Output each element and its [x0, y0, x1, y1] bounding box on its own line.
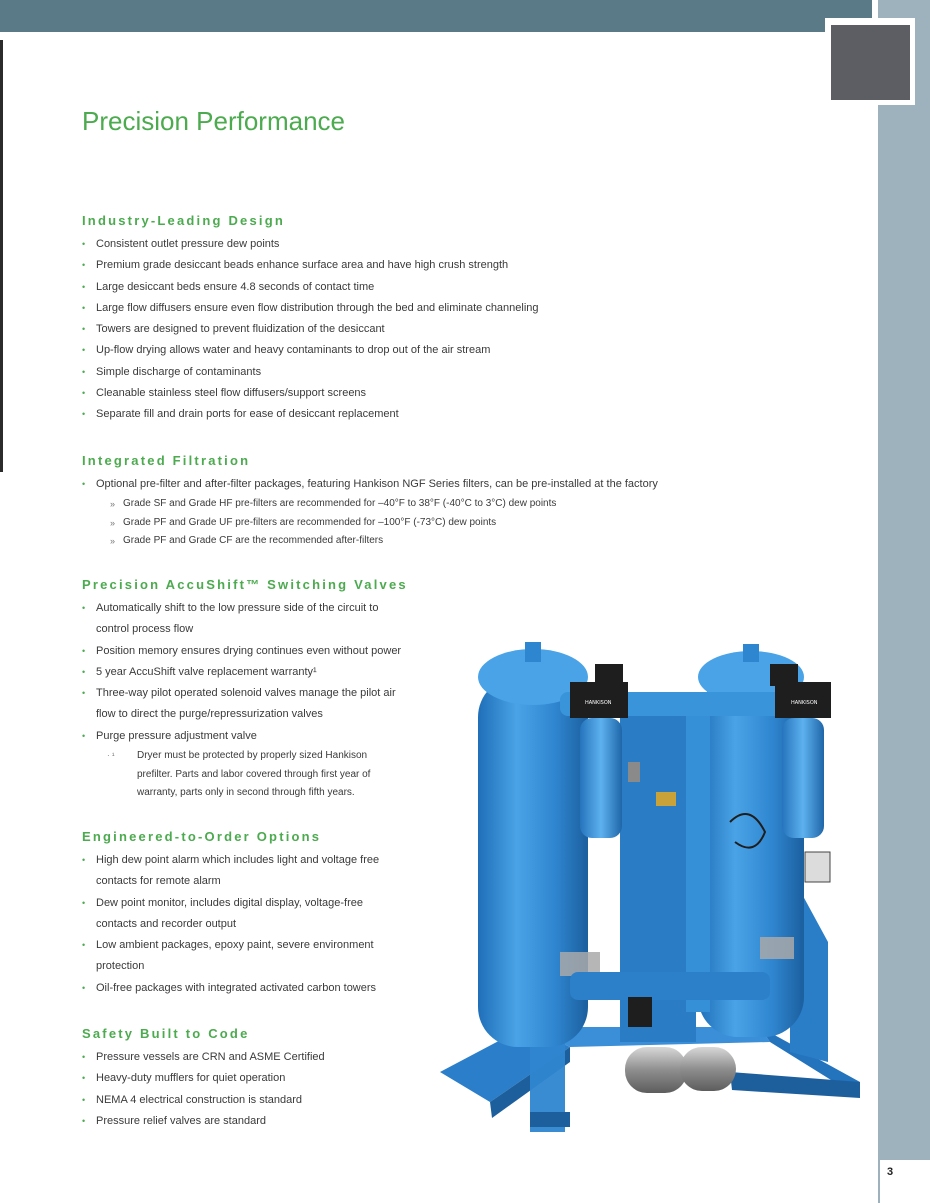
warranty-footnote: [82, 747, 408, 803]
list-item: • Separate fill and drain ports for ease of desiccant replacement: [82, 404, 539, 425]
list-item-continuation: contacts and recorder output: [96, 917, 237, 930]
list-item: • High dew point alarm which includes light and voltage free: [82, 850, 379, 871]
bullet-icon: •: [82, 366, 86, 377]
list-item: • Optional pre-filter and after-filter packages, featuring Hankison NGF Series filters, can be pre-installed at the factory: [82, 474, 658, 495]
top-color-band: [0, 0, 872, 32]
sub-bullet-list: [82, 495, 658, 551]
bullet-list: [82, 234, 539, 426]
list-item: • Pressure vessels are CRN and ASME Certified: [82, 1047, 325, 1068]
list-item: • Purge pressure adjustment valve: [82, 726, 408, 747]
filter-brand-label: HANKISON: [585, 700, 612, 706]
exhaust-mufflers: [625, 1047, 736, 1093]
list-item: • Automatically shift to the low pressure side of the circuit to: [82, 598, 408, 619]
bullet-icon: •: [82, 239, 86, 249]
bullet-icon: •: [82, 302, 86, 313]
list-item: • Three-way pilot operated solenoid valves manage the pilot air: [82, 683, 408, 704]
left-edge-rule: [0, 40, 3, 472]
list-item: • Dew point monitor, includes digital display, voltage-free: [82, 893, 379, 914]
list-item-continuation: protection: [96, 960, 145, 973]
list-item: • Pressure relief valves are standard: [82, 1111, 325, 1132]
corner-gray-block: [831, 25, 910, 100]
list-item: • Low ambient packages, epoxy paint, severe environment: [82, 935, 379, 956]
bullet-icon: •: [82, 281, 86, 292]
bullet-icon: •: [82, 855, 86, 865]
sub-bullet-icon: »: [110, 499, 116, 510]
bullet-list: [82, 598, 408, 747]
list-item: • Heavy-duty mufflers for quiet operation: [82, 1068, 325, 1089]
list-item: • Large desiccant beds ensure 4.8 seconds of contact time: [82, 277, 539, 298]
list-item-continuation: flow to direct the purge/repressurization valves: [96, 708, 323, 721]
list-item: • Oil-free packages with integrated activated carbon towers: [82, 978, 379, 999]
bullet-icon: •: [82, 982, 86, 993]
bullet-icon: •: [82, 388, 86, 399]
bullet-icon: •: [82, 940, 86, 951]
bullet-list: [82, 1047, 325, 1132]
list-item: • Up-flow drying allows water and heavy contaminants to drop out of the air stream: [82, 340, 539, 361]
sub-list-item: » Grade PF and Grade UF pre-filters are recommended for –100°F (-73°C) dew points: [82, 514, 658, 533]
section-heading: Engineered-to-Order Options: [82, 829, 322, 844]
footnote-line: Dryer must be protected by properly sized Hankison: [137, 750, 368, 762]
section-safety-built-to-code: [82, 1026, 325, 1132]
right-color-band: [878, 0, 930, 1203]
page-title: Precision Performance: [82, 106, 345, 136]
footnote-line: prefilter. Parts and labor covered through first year of: [137, 768, 371, 780]
bullet-list: [82, 474, 658, 495]
bullet-icon: •: [82, 1073, 86, 1084]
bullet-list: [82, 850, 379, 999]
list-item: • Position memory ensures drying continues even without power: [82, 641, 408, 662]
list-item: • Cleanable stainless steel flow diffusers/support screens: [82, 383, 539, 404]
bullet-icon: •: [82, 1115, 86, 1126]
list-item: • 5 year AccuShift valve replacement warranty¹: [82, 662, 408, 683]
desiccant-dryer-image: [430, 632, 870, 1142]
list-item: • Consistent outlet pressure dew points: [82, 234, 539, 255]
sub-bullet-icon: »: [110, 536, 116, 547]
section-industry-leading-design: [82, 213, 539, 426]
footnote-line: warranty, parts only in second through fifth years.: [137, 787, 355, 799]
list-item: • Premium grade desiccant beads enhance surface area and have high crush strength: [82, 255, 539, 276]
bullet-icon: •: [82, 603, 86, 613]
sub-bullet-icon: »: [110, 517, 116, 528]
filter-brand-label: HANKISON: [791, 700, 818, 706]
list-item-continuation: control process flow: [96, 623, 194, 636]
bullet-icon: •: [82, 688, 86, 699]
list-item: • Large flow diffusers ensure even flow distribution through the bed and eliminate channeling: [82, 298, 539, 319]
list-item: • Towers are designed to prevent fluidization of the desiccant: [82, 319, 539, 340]
bullet-icon: •: [82, 479, 86, 489]
bullet-icon: •: [82, 730, 86, 741]
sub-list-item: » Grade PF and Grade CF are the recommended after-filters: [82, 532, 658, 551]
page-number: 3: [887, 1166, 894, 1178]
list-item: • Simple discharge of contaminants: [82, 362, 539, 383]
bullet-icon: •: [82, 260, 86, 271]
bullet-icon: •: [82, 666, 86, 677]
list-item: • NEMA 4 electrical construction is standard: [82, 1090, 325, 1111]
bullet-icon: •: [82, 345, 86, 356]
section-heading: Integrated Filtration: [82, 453, 251, 468]
section-heading: Industry-Leading Design: [82, 213, 286, 228]
bullet-icon: •: [82, 1052, 86, 1062]
section-heading: Safety Built to Code: [82, 1026, 250, 1041]
bullet-icon: •: [82, 1094, 86, 1105]
sub-list-item: » Grade SF and Grade HF pre-filters are recommended for –40°F to 38°F (-40°C to 3°C) dew points: [82, 495, 658, 514]
bullet-icon: •: [82, 645, 86, 656]
section-engineered-options: [82, 829, 379, 999]
bullet-icon: •: [82, 409, 86, 420]
bullet-icon: •: [82, 324, 86, 335]
list-item-continuation: contacts for remote alarm: [96, 875, 221, 888]
footnote-marker: · ¹: [107, 751, 115, 761]
section-integrated-filtration: [82, 453, 658, 551]
section-accushift-valves: [82, 577, 408, 803]
bullet-icon: •: [82, 897, 86, 908]
section-heading: Precision AccuShift™ Switching Valves: [82, 577, 408, 592]
